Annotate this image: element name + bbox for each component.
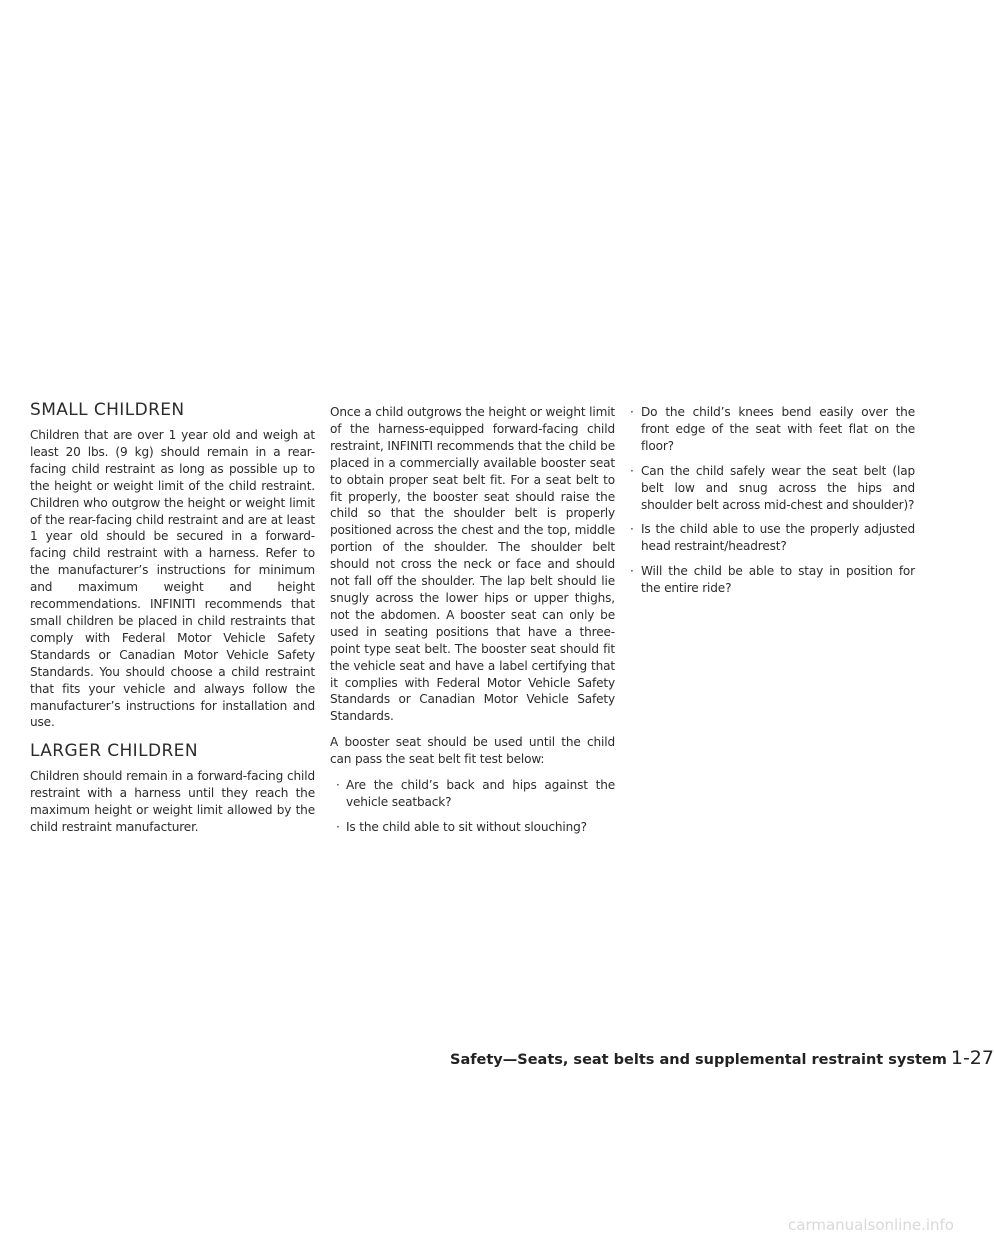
bullet-icon: · <box>630 463 634 478</box>
small-children-body: Children that are over 1 year old and weigh at least 20 lbs. (9 kg) should remain in a rear-facing child restraint as long as possible up to the height or weight limit of the child restraint. Children who outgrow the height or weight limit of the rear-facing child restraint and are at least 1 year old should be secured in a forward-facing child restraint with a harness. Refer to the manufacturer’s instructions for minimum and maximum weight and height recommendations. INFINITI recommends that small children be placed in child restraints that comply with Federal Motor Vehicle Safety Standards or Canadian Motor Vehicle Safety Standards. You should choose a child restraint that fits your vehicle and always follow the manufacturer’s instructions for installation and use. <box>30 428 315 730</box>
list-item <box>630 404 915 455</box>
bullet-icon: · <box>630 405 634 419</box>
column-right <box>630 404 915 605</box>
list-item <box>630 563 915 597</box>
list-item-text: Is the child able to use the properly adjusted head restraint/headrest? <box>641 522 915 554</box>
list-item <box>630 521 915 555</box>
larger-children-body: Children should remain in a forward-facing child restraint with a harness until they reach the maximum height or weight limit allowed by the child restraint manufacturer. <box>30 769 315 835</box>
list-item-text: Do the child’s knees bend easily over the front edge of the seat with feet flat on the floor? <box>641 405 915 453</box>
fit-test-list-part1 <box>330 777 615 836</box>
chapter-title: Safety—Seats, seat belts and supplemental restraint system <box>450 1052 947 1068</box>
heading-larger-children: LARGER CHILDREN <box>30 741 198 762</box>
heading-small-children: SMALL CHILDREN <box>30 400 185 420</box>
list-item <box>330 777 615 811</box>
booster-seat-paragraph: Once a child outgrows the height or weight limit of the harness-equipped forward-facing child restraint, INFINITI recommends that the child be placed in a commercially available booster seat to obtain proper seat belt fit. For a seat belt to fit properly, the booster seat should raise the child so that the shoulder belt is properly positioned across the chest and the top, middle portion of the shoulder. The shoulder belt should not cross the neck or face and should not fall off the shoulder. The lap belt should lie snugly across the lower hips or upper thighs, not the abdomen. A booster seat can only be used in seating positions that have a three-point type seat belt. The booster seat should fit the vehicle seat and have a label certifying that it complies with Federal Motor Vehicle Safety Standards or Canadian Motor Vehicle Safety Standards. <box>330 405 615 724</box>
column-left <box>30 400 315 845</box>
bullet-icon: · <box>630 564 634 579</box>
bullet-icon: · <box>336 778 340 793</box>
bullet-icon: · <box>630 522 634 537</box>
list-item-text: Are the child’s back and hips against the vehicle seatback? <box>346 778 615 809</box>
watermark: carmanualsonline.info <box>788 1216 954 1234</box>
page-footer <box>450 1047 994 1069</box>
bullet-icon: · <box>336 819 340 834</box>
fit-test-intro: A booster seat should be used until the child can pass the seat belt fit test below: <box>330 735 615 767</box>
fit-test-list-part2 <box>630 404 915 597</box>
page-number: 1-27 <box>950 1047 994 1069</box>
column-middle <box>330 404 615 844</box>
list-item-text: Is the child able to sit without slouching? <box>346 819 587 834</box>
list-item-text: Can the child safely wear the seat belt (lap belt low and snug across the hips and shoulder belt across mid-chest and shoulder)? <box>641 463 915 512</box>
list-item <box>630 463 915 514</box>
list-item-text: Will the child be able to stay in position for the entire ride? <box>641 564 915 596</box>
list-item <box>330 819 615 836</box>
